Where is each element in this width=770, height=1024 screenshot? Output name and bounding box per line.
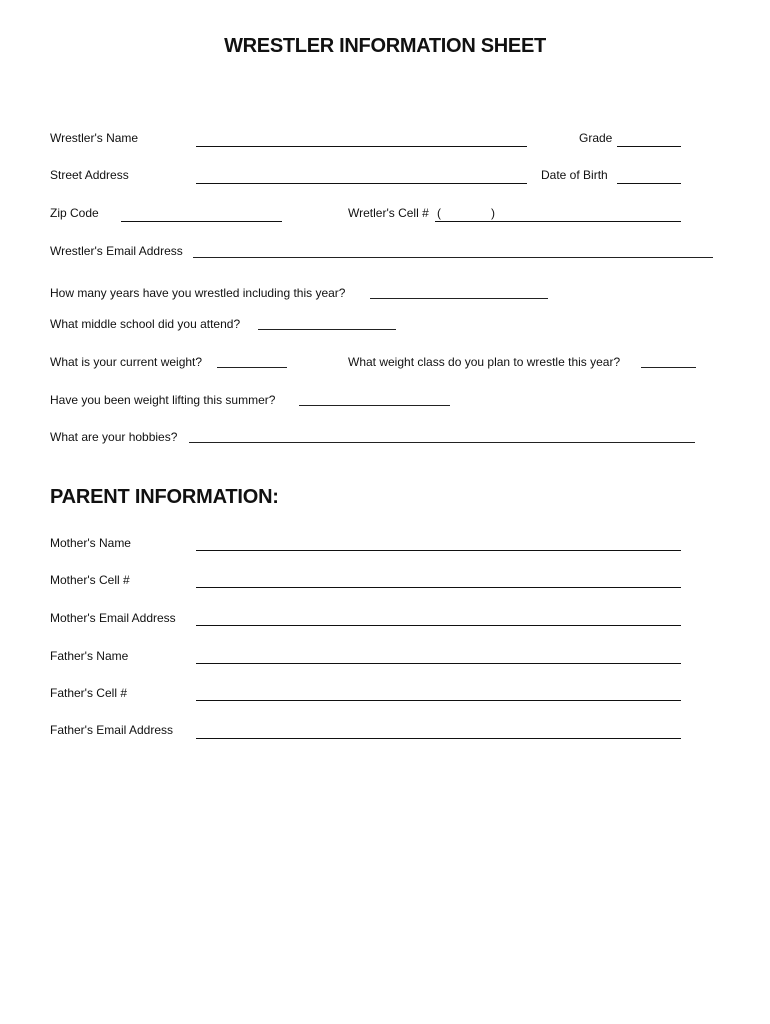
wrestler-email-label: Wrestler's Email Address — [50, 244, 183, 258]
years-wrestled-field[interactable] — [370, 298, 548, 299]
wrestler-name-label: Wrestler's Name — [50, 131, 139, 145]
mother-cell-label: Mother's Cell # — [50, 573, 130, 587]
grade-field[interactable] — [617, 146, 681, 147]
father-name-field[interactable] — [196, 663, 681, 664]
years-wrestled-label: How many years have you wrestled including this year? — [50, 286, 346, 300]
hobbies-field[interactable] — [189, 442, 695, 443]
wrestler-name-field[interactable] — [196, 146, 527, 147]
father-email-field[interactable] — [196, 738, 681, 739]
father-name-label: Father's Name — [50, 649, 129, 663]
street-address-field[interactable] — [196, 183, 527, 184]
zip-code-field[interactable] — [121, 221, 282, 222]
mother-cell-field[interactable] — [196, 587, 681, 588]
weight-lifting-field[interactable] — [299, 405, 450, 406]
page-title: WRESTLER INFORMATION SHEET — [224, 35, 546, 57]
father-cell-label: Father's Cell # — [50, 686, 127, 700]
date-of-birth-label: Date of Birth — [541, 168, 608, 182]
cell-close-paren: ) — [491, 206, 495, 220]
weight-class-field[interactable] — [641, 367, 696, 368]
street-address-label: Street Address — [50, 168, 129, 182]
wrestler-email-field[interactable] — [193, 257, 713, 258]
mother-email-label: Mother's Email Address — [50, 611, 176, 625]
hobbies-label: What are your hobbies? — [50, 430, 178, 444]
zip-code-label: Zip Code — [50, 206, 99, 220]
weight-lifting-label: Have you been weight lifting this summer? — [50, 393, 276, 407]
parent-information-heading: PARENT INFORMATION: — [50, 486, 279, 508]
mother-name-label: Mother's Name — [50, 536, 131, 550]
middle-school-field[interactable] — [258, 329, 396, 330]
weight-class-label: What weight class do you plan to wrestle this year? — [348, 355, 621, 369]
middle-school-label: What middle school did you attend? — [50, 317, 241, 331]
mother-name-field[interactable] — [196, 550, 681, 551]
current-weight-field[interactable] — [217, 367, 287, 368]
father-cell-field[interactable] — [196, 700, 681, 701]
wrestler-cell-label: Wretler's Cell # — [348, 206, 429, 220]
current-weight-label: What is your current weight? — [50, 355, 203, 369]
father-email-label: Father's Email Address — [50, 723, 174, 737]
date-of-birth-field[interactable] — [617, 183, 681, 184]
grade-label: Grade — [579, 131, 613, 145]
cell-open-paren: ( — [437, 206, 441, 220]
wrestler-cell-field[interactable] — [435, 221, 681, 222]
mother-email-field[interactable] — [196, 625, 681, 626]
